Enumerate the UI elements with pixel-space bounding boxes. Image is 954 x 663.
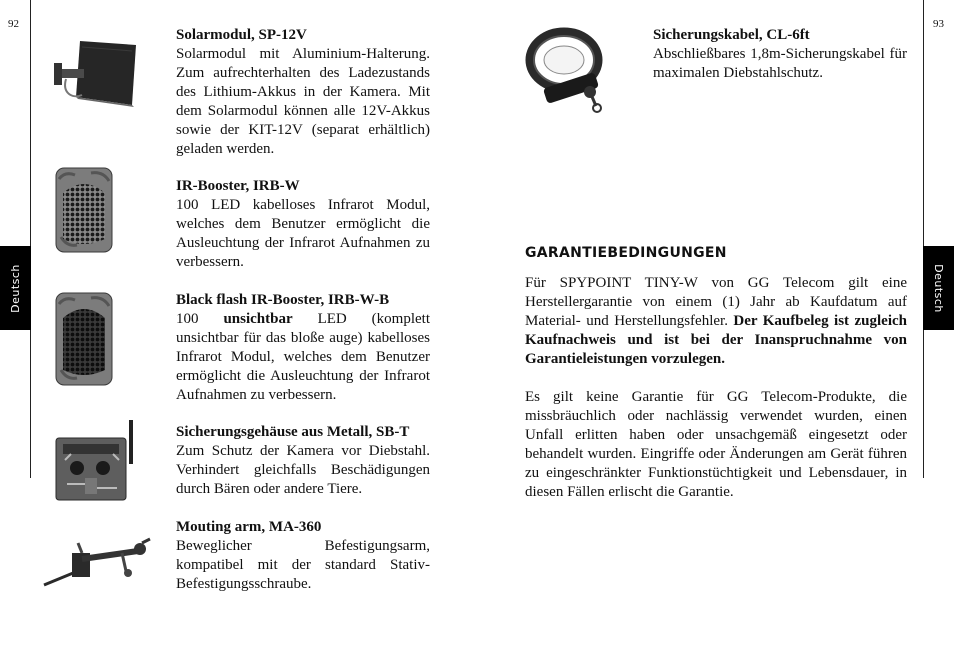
warranty-heading: GARANTIEBEDINGUNGEN bbox=[525, 245, 727, 261]
accessory-mounting-arm bbox=[176, 518, 430, 594]
accessory-title: Mouting arm, MA-360 bbox=[176, 519, 322, 535]
right-margin-line bbox=[923, 0, 924, 478]
page-number-right: 93 bbox=[933, 18, 944, 30]
accessory-description: Abschließbares 1,8m-Sicherungskabel für maximalen Diebstahlschutz. bbox=[653, 46, 907, 81]
security-box-image bbox=[55, 418, 137, 502]
cable-lock-image bbox=[522, 26, 612, 116]
accessory-description: 100 unsichtbar LED (komplett unsichtbar für das bloße auge) kabelloses Infrarot Modul, welches dem Benutzer ermöglicht die Ausleuchtung der Infrarot Aufnahmen zu verbessern. bbox=[176, 311, 431, 403]
accessory-title: Black flash IR-Booster, IRB-W-B bbox=[176, 292, 390, 308]
accessory-title: Sicherungsgehäuse aus Metall, SB-T bbox=[176, 424, 410, 440]
accessory-title: Sicherungskabel, CL-6ft bbox=[653, 27, 810, 43]
accessory-description: Solarmodul mit Aluminium-Halterung. Zum aufrechterhalten des Ladezustands des Lithium-Akkus in der Kamera. Mit dem Solarmodul können alle 12V-Akkus sowie der KIT-12V (separat erhältlich) geladen werden. bbox=[176, 46, 430, 157]
accessory-title: IR-Booster, IRB-W bbox=[176, 178, 300, 194]
page-number-left: 92 bbox=[8, 18, 19, 30]
language-tab-right: Deutsch bbox=[923, 246, 954, 330]
solar-panel-image bbox=[52, 35, 140, 107]
black-flash-ir-booster-image bbox=[55, 292, 113, 386]
accessory-title: Solarmodul, SP-12V bbox=[176, 27, 307, 43]
accessory-description: Zum Schutz der Kamera vor Diebstahl. Verhindert gleichfalls Beschädigungen durch Bären oder andere Tiere. bbox=[176, 443, 430, 497]
warranty-paragraph-2: Es gilt keine Garantie für GG Telecom-Produkte, die missbräuchlich oder nachlässig verwendet wurden, einen Unfall erlitten haben oder unsachgemäß eingesetzt oder behandelt wurden. Eingriffe oder Änderungen am Gerät führen zu eingeschränkter Funktionstüchtigkeit und Lebensdauer, in diesen Fällen erlischt die Garantie. bbox=[525, 389, 907, 500]
language-tab-left: Deutsch bbox=[0, 246, 31, 330]
accessory-black-flash-booster bbox=[176, 291, 430, 405]
warranty-paragraph-1: Für SPYPOINT TINY-W von GG Telecom gilt eine Herstellergarantie von einem (1) Jahr ab Kaufdatum auf Material- und Herstellungsfehler. Der Kaufbeleg ist zugleich Kaufnachweis und ist bei der Inanspruchnahme von Garantieleistungen vorzulegen. bbox=[525, 275, 907, 367]
left-margin-line bbox=[30, 0, 31, 478]
ir-booster-image bbox=[55, 167, 113, 253]
accessory-description: 100 LED kabelloses Infrarot Modul, welches dem Benutzer ermöglicht die Ausleuchtung der Infrarot Aufnahmen zu verbessern. bbox=[176, 197, 430, 270]
accessory-description: Beweglicher Befestigungsarm, kompatibel mit der standard Stativ-Befestigungsschraube. bbox=[176, 538, 430, 592]
accessory-ir-booster bbox=[176, 177, 430, 272]
accessory-security-box bbox=[176, 423, 430, 499]
accessory-solar-panel bbox=[176, 26, 430, 159]
accessory-security-cable bbox=[653, 26, 907, 83]
mounting-arm-image bbox=[42, 537, 157, 591]
